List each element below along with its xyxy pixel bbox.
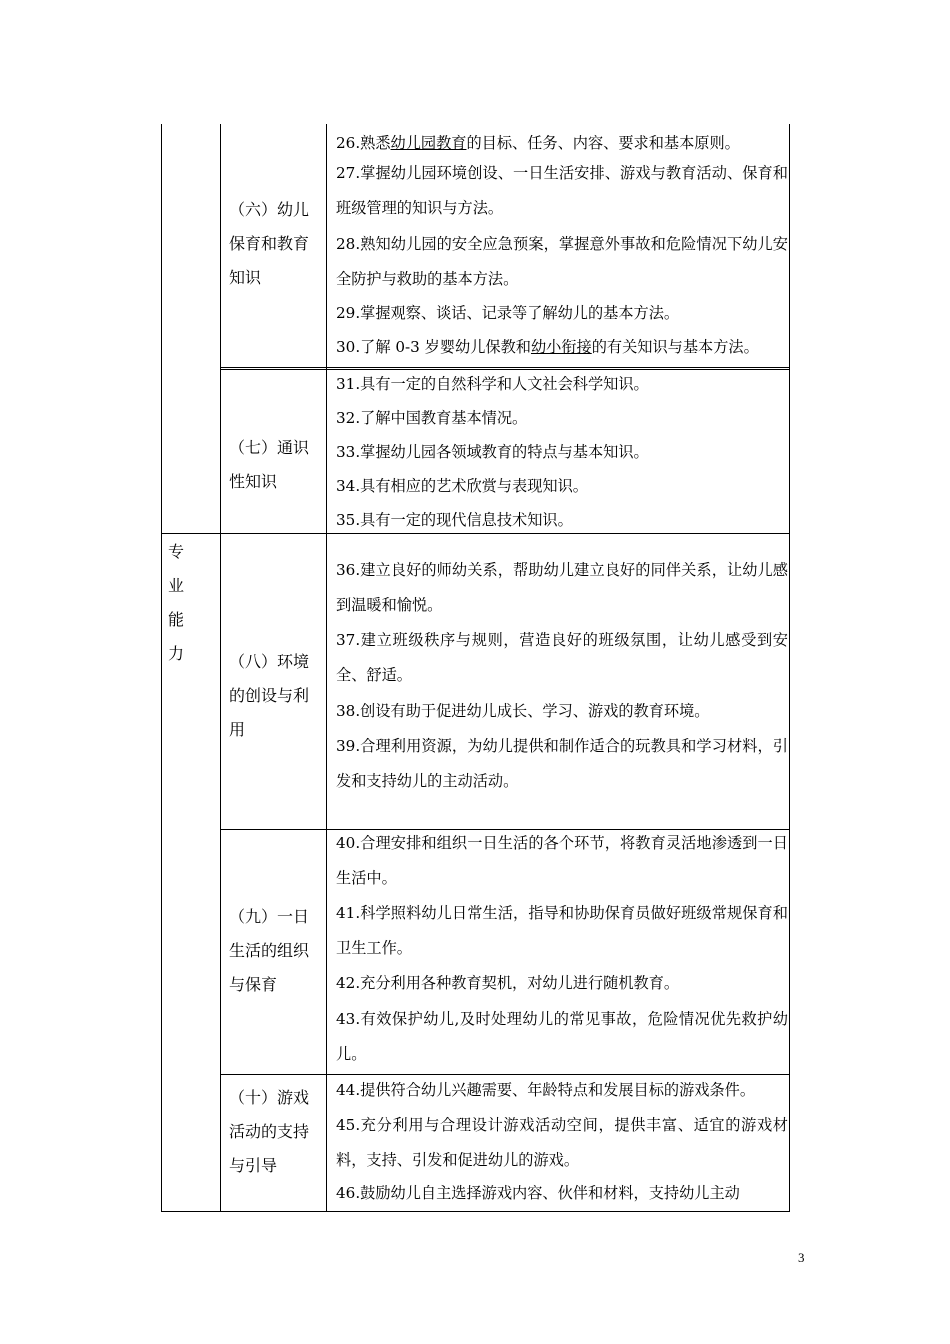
table-border <box>161 124 162 1212</box>
subcategory-label: （十）游戏活动的支持与引导 <box>229 1088 310 1175</box>
subcategory-label: （六）幼儿保育和教育知识 <box>229 200 310 287</box>
category-label: 专业能力 <box>168 542 201 663</box>
table-border <box>326 124 327 1212</box>
standard-item: 31.具有一定的自然科学和人文社会科学知识。 <box>336 375 649 393</box>
standard-item: 33.掌握幼儿园各领域教育的特点与基本知识。 <box>336 443 649 461</box>
standard-item: 37.建立班级秩序与规则，营造良好的班级氛围，让幼儿感受到安全、舒适。 <box>336 631 788 684</box>
standard-item: 41.科学照料幼儿日常生活，指导和协助保育员做好班级常规保育和卫生工作。 <box>336 904 788 957</box>
standard-item: 28.熟知幼儿园的安全应急预案，掌握意外事故和危险情况下幼儿安全防护与救助的基本方法。 <box>336 235 788 288</box>
page-number: 3 <box>798 1250 805 1265</box>
table-bottom-border <box>161 1211 790 1212</box>
standard-item: 44.提供符合幼儿兴趣需要、年龄特点和发展目标的游戏条件。 <box>336 1081 756 1099</box>
standard-item: 35.具有一定的现代信息技术知识。 <box>336 511 573 529</box>
standard-item: 43.有效保护幼儿,及时处理幼儿的常见事故，危险情况优先救护幼儿。 <box>336 1010 788 1063</box>
item-text: 的有关知识与基本方法。 <box>591 338 759 356</box>
standard-item <box>336 330 788 365</box>
subcategory-label: （九）一日生活的组织与保育 <box>229 907 310 994</box>
standard-item: 29.掌握观察、谈话、记录等了解幼儿的基本方法。 <box>336 304 680 322</box>
standard-item: 27.掌握幼儿园环境创设、一日生活安排、游戏与教育活动、保育和班级管理的知识与方法。 <box>336 164 788 217</box>
standard-item: 39.合理利用资源，为幼儿提供和制作适合的玩教具和学习材料，引发和支持幼儿的主动活动。 <box>336 737 788 790</box>
standard-item: 38.创设有助于促进幼儿成长、学习、游戏的教育环境。 <box>336 702 710 720</box>
item-underlined-text: 幼儿园教育 <box>390 134 467 152</box>
table-border <box>220 124 221 1212</box>
item-text: 26.熟悉 <box>336 134 391 152</box>
item-underlined-text: 幼小衔接 <box>530 338 592 356</box>
table-border <box>789 124 790 1212</box>
subcategory-label: （八）环境的创设与利用 <box>229 652 310 739</box>
standard-item: 46.鼓励幼儿自主选择游戏内容、伙伴和材料，支持幼儿主动 <box>336 1184 740 1202</box>
standard-item: 34.具有相应的艺术欣赏与表现知识。 <box>336 477 588 495</box>
item-text: 30.了解 0-3 岁婴幼儿保教和 <box>336 338 531 356</box>
subcategory-label: （七）通识性知识 <box>229 438 310 491</box>
standard-item: 45.充分利用与合理设计游戏活动空间，提供丰富、适宜的游戏材料，支持、引发和促进幼儿的游戏。 <box>336 1116 788 1169</box>
standard-item: 36.建立良好的师幼关系，帮助幼儿建立良好的同伴关系，让幼儿感到温暖和愉悦。 <box>336 561 788 614</box>
standard-item: 40.合理安排和组织一日生活的各个环节，将教育灵活地渗透到一日生活中。 <box>336 834 788 887</box>
item-text: 的目标、任务、内容、要求和基本原则。 <box>466 134 740 152</box>
standard-item: 42.充分利用各种教育契机，对幼儿进行随机教育。 <box>336 974 680 992</box>
standard-item: 32.了解中国教育基本情况。 <box>336 409 528 427</box>
